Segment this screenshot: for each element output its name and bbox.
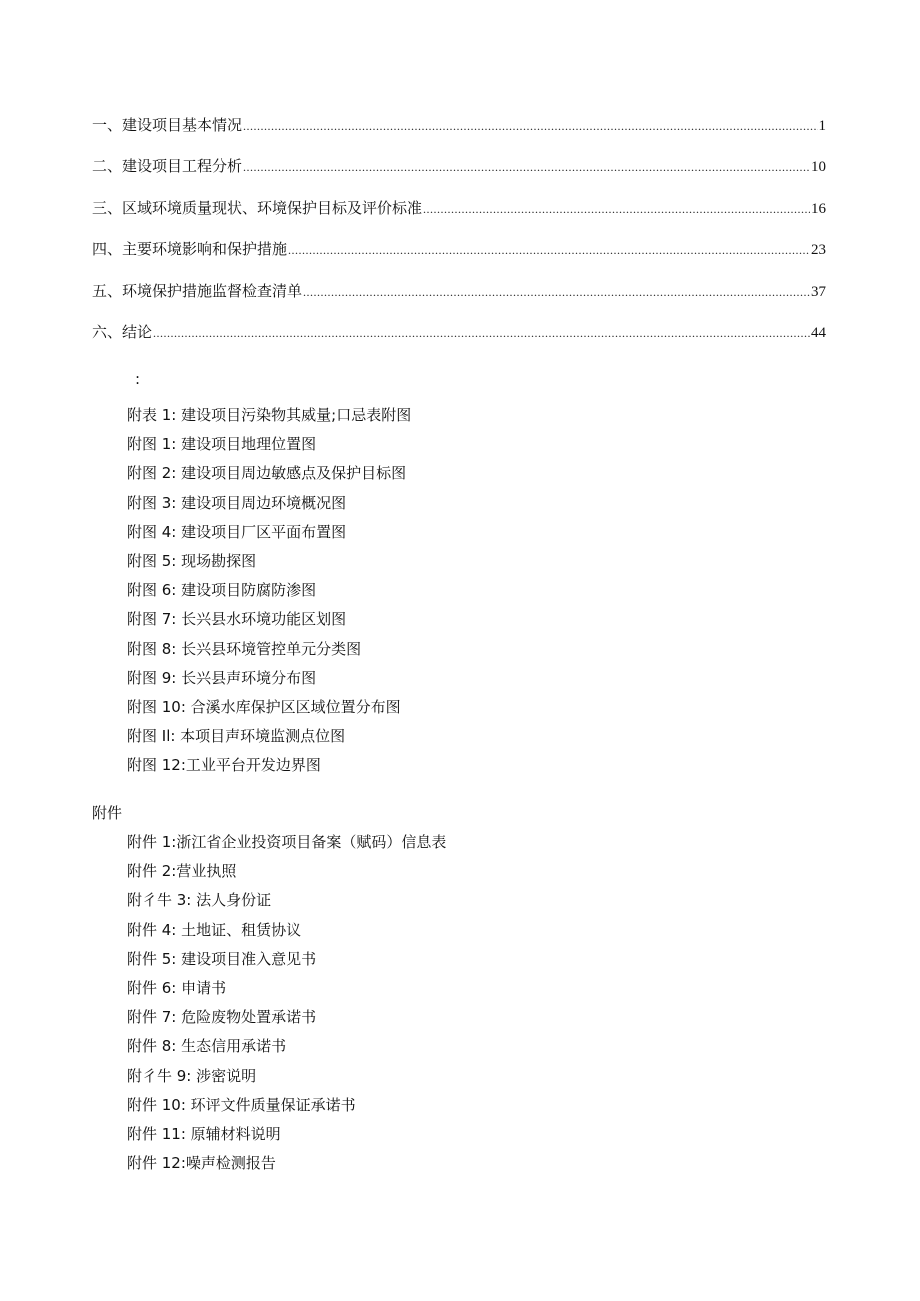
- attachment-item: 附件 10: 环评文件质量保证承诺书: [127, 1095, 356, 1114]
- toc-entry-title: 二、建设项目工程分析: [92, 157, 243, 176]
- toc-page-number: 23: [811, 242, 826, 259]
- table-of-contents: [92, 113, 826, 361]
- toc-entry-title: 一、建设项目基本情况: [92, 116, 243, 134]
- figure-list: [127, 404, 411, 783]
- attachment-item: 附件 2:营业执照: [127, 862, 237, 881]
- attachment-item: 附件 11: 原辅材料说明: [127, 1124, 281, 1143]
- attachment-item: 附件 5: 建设项目准入意见书: [127, 949, 317, 968]
- figure-item: 附图 Il: 本项目声环境监测点位图: [127, 727, 346, 746]
- figure-item: 附表 1: 建设项目污染物其威量;口忌表附图: [127, 406, 412, 424]
- toc-page-number: 44: [811, 324, 826, 341]
- figure-item: 附图 4: 建设项目厂区平面布置图: [127, 522, 347, 541]
- attachment-item: 附件 12:噪声检测报告: [127, 1154, 276, 1173]
- toc-page-number: 16: [811, 200, 826, 217]
- toc-page-number: 37: [811, 283, 826, 300]
- toc-entry[interactable]: [92, 154, 826, 195]
- toc-entry[interactable]: [92, 196, 826, 237]
- toc-entry[interactable]: [92, 279, 826, 320]
- toc-dot-leader: [243, 114, 817, 138]
- toc-dot-leader: [153, 321, 810, 345]
- toc-page-number: 1: [818, 118, 826, 134]
- figure-item: 附图 3: 建设项目周边环境概况图: [127, 493, 347, 512]
- figure-item: 附图 9: 长兴县声环境分布图: [127, 668, 317, 687]
- figure-item: 附图 6: 建设项目防腐防渗图: [127, 581, 317, 600]
- figure-item: 附图 2: 建设项目周边敏感点及保护目标图: [127, 464, 407, 483]
- toc-dot-leader: [423, 197, 810, 221]
- figure-item: 附图 8: 长兴县环境管控单元分类图: [127, 639, 362, 658]
- stray-colon: :: [135, 370, 141, 388]
- attachment-item: 附件 8: 生态信用承诺书: [127, 1037, 287, 1056]
- attachment-item: 附彳牛 9: 涉密说明: [127, 1066, 257, 1085]
- toc-entry-title: 五、环境保护措施监督检查清单: [92, 281, 303, 300]
- attachment-item: 附件 4: 土地证、租赁协议: [127, 920, 302, 939]
- toc-entry[interactable]: [92, 320, 826, 361]
- attachment-list: [127, 831, 446, 1181]
- toc-entry[interactable]: [92, 237, 826, 278]
- attachment-item: 附件 7: 危险废物处置承诺书: [127, 1008, 317, 1027]
- attachments-heading: 附件: [92, 804, 123, 822]
- toc-dot-leader: [243, 155, 810, 179]
- attachment-item: 附件 6: 申请书: [127, 978, 227, 997]
- figure-item: 附图 10: 合溪水库保护区区域位置分布图: [127, 697, 401, 716]
- attachment-item: 附彳牛 3: 法人身份证: [127, 891, 272, 910]
- toc-dot-leader: [288, 238, 810, 262]
- figure-item: 附图 12:工业平台开发边界图: [127, 756, 321, 775]
- toc-entry-title: 六、结论: [92, 322, 153, 341]
- toc-entry-title: 三、区域环境质量现状、环境保护目标及评价标准: [92, 198, 423, 217]
- toc-entry-title: 四、主要环境影响和保护措施: [92, 240, 288, 259]
- attachment-item: 附件 1:浙江省企业投资项目备案（赋码）信息表: [127, 833, 447, 851]
- figure-item: 附图 1: 建设项目地理位置图: [127, 435, 317, 454]
- figure-item: 附图 5: 现场勘探图: [127, 551, 257, 570]
- toc-page-number: 10: [811, 159, 826, 176]
- figure-item: 附图 7: 长兴县水环境功能区划图: [127, 610, 347, 629]
- toc-dot-leader: [303, 280, 810, 304]
- toc-entry[interactable]: [92, 113, 826, 154]
